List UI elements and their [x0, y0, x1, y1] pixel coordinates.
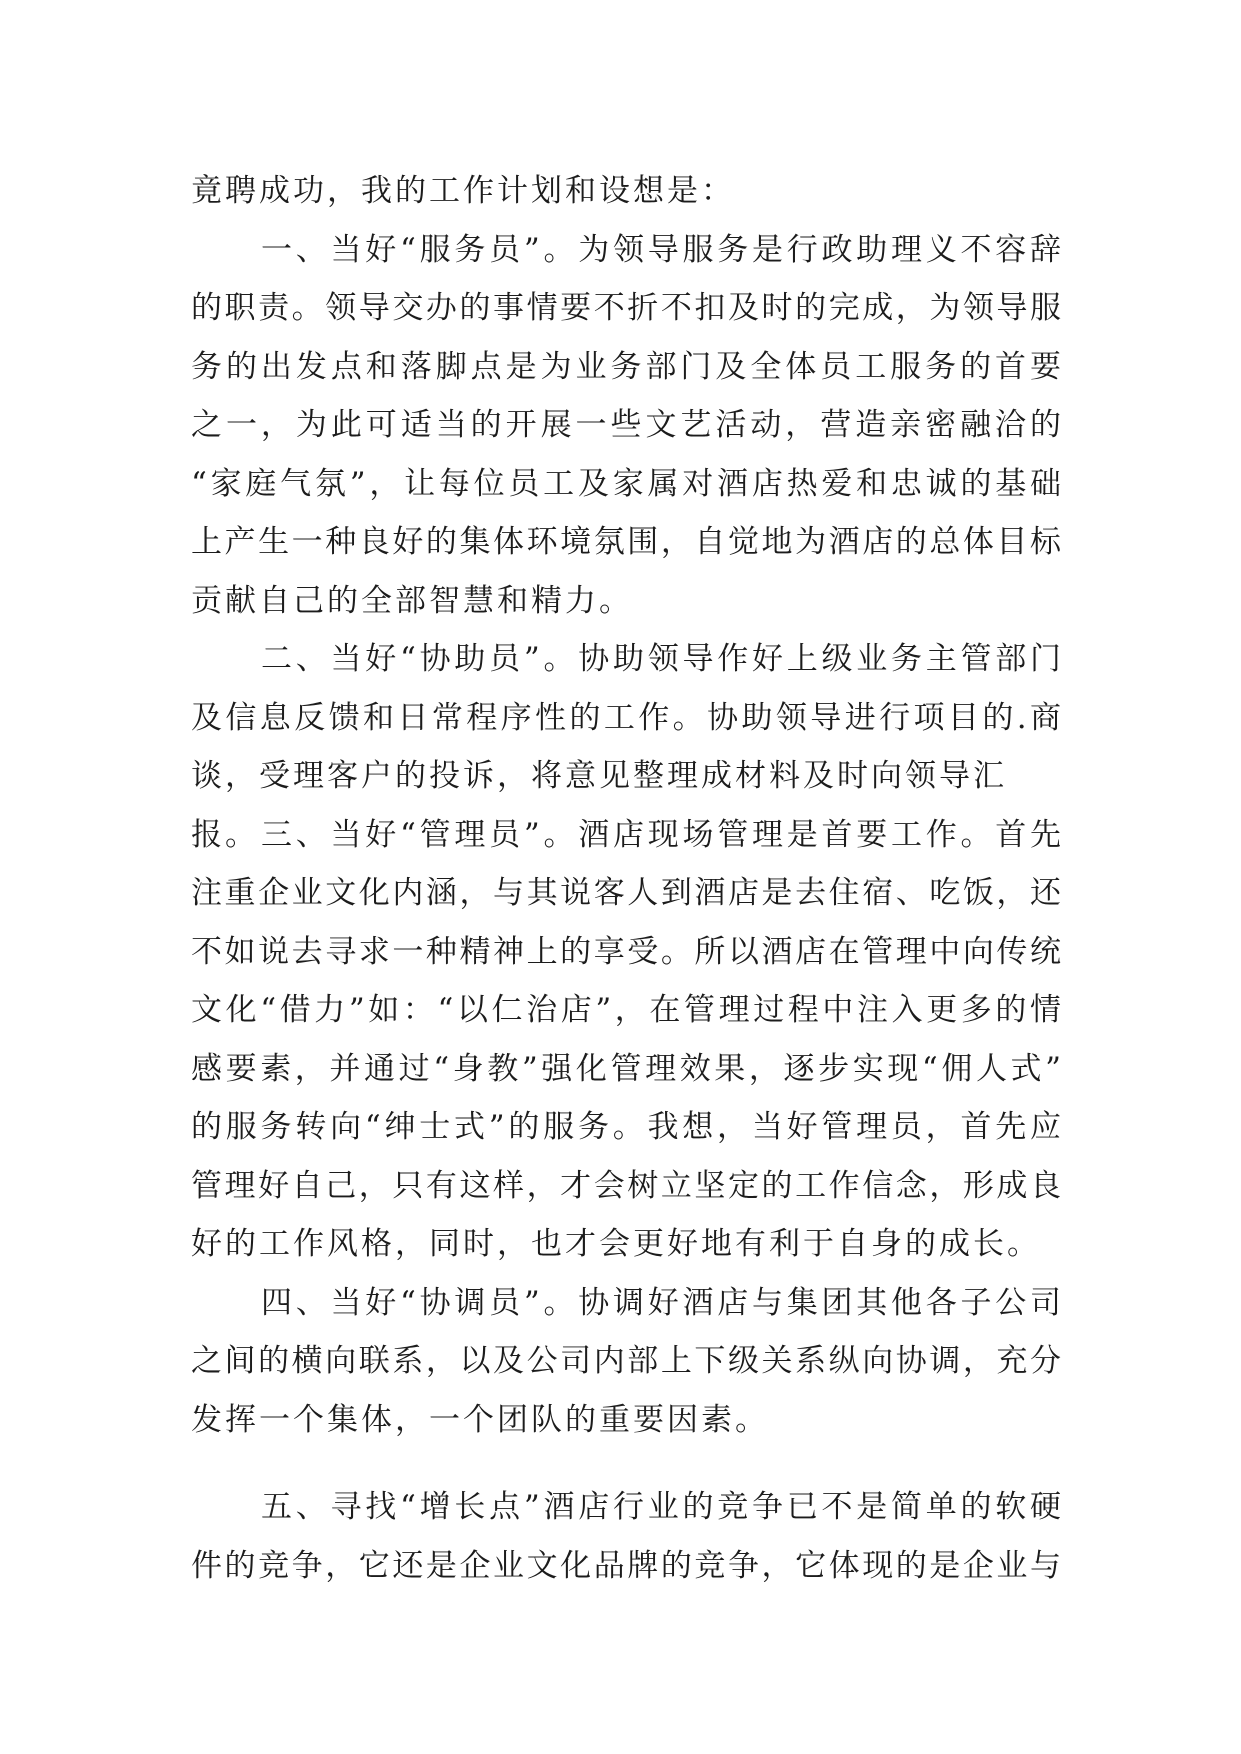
- paragraph-line: 四、当好“协调员”。协调好酒店与集团其他各子公司: [261, 1284, 1061, 1321]
- paragraph-line: 件的竞争，它还是企业文化品牌的竞争，它体现的是企业与: [191, 1547, 1061, 1584]
- paragraph-line: 及信息反馈和日常程序性的工作。协助领导进行项目的.商: [191, 699, 1061, 736]
- paragraph-work-plan-intro: [191, 162, 1061, 221]
- paragraph-manager-role: [191, 806, 1061, 1274]
- paragraph-line: 贡献自己的全部智慧和精力。: [191, 582, 633, 619]
- paragraph-line: 感要素，并通过“身教”强化管理效果，逐步实现“佣人式”: [191, 1050, 1061, 1087]
- paragraph-line: 三、当好“管理员”。酒店现场管理是首要工作。首先: [261, 816, 1061, 853]
- paragraph-line: 注重企业文化内涵，与其说客人到酒店是去住宿、吃饭，还: [191, 875, 1061, 911]
- paragraph-service-role: [191, 221, 1061, 631]
- paragraph-line: 管理好自己，只有这样，才会树立坚定的工作信念，形成良: [191, 1167, 1061, 1204]
- paragraph-line: 的职责。领导交办的事情要不折不扣及时的完成，为领导服: [191, 290, 1061, 326]
- paragraph-line: 上产生一种良好的集体环境氛围，自觉地为酒店的总体目标: [191, 524, 1061, 560]
- paragraph-line: 二、当好“协助员”。协助领导作好上级业务主管部门: [261, 641, 1061, 677]
- paragraph-line: 不如说去寻求一种精神上的享受。所以酒店在管理中向传统: [191, 933, 1061, 970]
- paragraph-line: 文化“借力”如：“以仁治店”，在管理过程中注入更多的情: [191, 992, 1061, 1028]
- paragraph-line: 发挥一个集体，一个团队的重要因素。: [191, 1401, 769, 1438]
- paragraph-line: 之一，为此可适当的开展一些文艺活动，营造亲密融洽的: [191, 407, 1061, 443]
- paragraph-line: 谈，受理客户的投诉，将意见整理成材料及时向领导汇报。: [191, 758, 1007, 853]
- paragraph-line: “家庭气氛”，让每位员工及家属对酒店热爱和忠诚的基础: [191, 465, 1061, 502]
- paragraph-line: 五、寻找“增长点”酒店行业的竞争已不是简单的软硬: [261, 1489, 1061, 1525]
- paragraph-line: 的服务转向“绅士式”的服务。我想，当好管理员，首先应: [191, 1109, 1061, 1145]
- paragraph-line: 务的出发点和落脚点是为业务部门及全体员工服务的首要: [191, 348, 1061, 385]
- document-page: [191, 162, 1061, 1595]
- paragraph-growth-point: [191, 1478, 1061, 1595]
- paragraph-line: 之间的横向联系，以及公司内部上下级关系纵向协调，充分: [191, 1343, 1061, 1379]
- paragraph-line: 好的工作风格，同时，也才会更好地有利于自身的成长。: [191, 1226, 1041, 1262]
- paragraph-line: 竟聘成功，我的工作计划和设想是：: [191, 173, 735, 209]
- paragraph-line: 一、当好“服务员”。为领导服务是行政助理义不容辞: [261, 231, 1061, 268]
- paragraph-coordinator-role: [191, 1274, 1061, 1450]
